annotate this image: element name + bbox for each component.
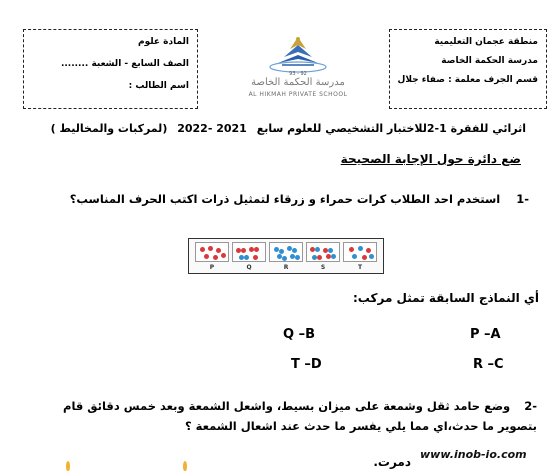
school-label: مدرسة الحكمة الخاصة: [441, 56, 538, 66]
model-t: [343, 242, 377, 262]
model-letter-s: S: [320, 264, 326, 271]
model-letter-q: Q: [246, 264, 252, 271]
atom-dot: [295, 255, 300, 260]
atom-dot: [200, 247, 205, 252]
option-c[interactable]: R –C: [473, 357, 504, 372]
option-d[interactable]: T –D: [291, 357, 322, 372]
atom-dot: [358, 246, 363, 251]
atom-dot: [204, 254, 209, 259]
model-q: [232, 242, 266, 262]
question-2-text-1: وضع حامد ثقل وشمعة على ميزان بسيط، واشعل الشمعة وبعد خمس دقائق قام: [63, 399, 511, 413]
model-r: [269, 242, 303, 262]
atom-dot: [221, 253, 226, 258]
atom-dot: [317, 255, 322, 260]
model-p: [195, 242, 229, 262]
exam-title-topic: (لمركبات والمخاليط ): [50, 122, 168, 135]
atom-dot: [254, 247, 259, 252]
student-info-box: [23, 29, 198, 109]
atom-dot: [331, 254, 336, 259]
atom-dot: [366, 248, 371, 253]
logo-arabic-name: مدرسة الحكمة الخاصة: [251, 77, 345, 88]
atom-dot: [216, 248, 221, 253]
atom-dot: [362, 255, 367, 260]
student-name-label: اسم الطالب :: [128, 81, 189, 91]
watermark: www.inob-io.com: [420, 448, 527, 461]
model-letter-t: T: [357, 264, 363, 271]
model-letter-r: R: [283, 264, 289, 271]
question-1-text: استخدم احد الطلاب كرات حمراء و زرقاء لتمثيل ذرات اكتب الحرف المناسب؟: [69, 192, 501, 206]
candle-flame-icon: [183, 461, 187, 471]
atom-dot: [282, 256, 287, 261]
question-1: [70, 192, 529, 206]
partial-answer-text: دمرت.: [373, 455, 411, 469]
logo-year: 93 - 92: [289, 71, 307, 77]
question-2-number: -2: [524, 399, 537, 413]
atom-dot: [292, 248, 297, 253]
atom-dot: [253, 255, 258, 260]
exam-title-main: اثرائي للفقرة 1-2للاختبار التشخيصي للعلوم سابع: [256, 122, 526, 135]
exam-title-years: 2021 -2022: [177, 122, 247, 135]
exam-title: [30, 122, 526, 135]
school-info-box: [389, 29, 547, 109]
atom-models-figure: [188, 238, 384, 274]
question-2: [19, 396, 537, 436]
model-letter-p: P: [209, 264, 215, 271]
instruction-heading: ضع دائرة حول الإجابة الصحيحة: [340, 152, 521, 166]
atom-dot: [213, 255, 218, 260]
question-2-line-2: بتصوير ما حدث،اي مما يلي يفسر ما حدث عند اشعال الشمعة ؟: [184, 419, 537, 433]
atom-dot: [349, 247, 354, 252]
logo-english-name: AL HIKMAH PRIVATE SCHOOL: [248, 91, 348, 98]
department-label: قسم الجرف معلمة : صفاء جلال: [397, 75, 538, 85]
subject-label: المادة علوم: [137, 37, 189, 47]
model-s: [306, 242, 340, 262]
logo-emblem-icon: [268, 33, 328, 73]
atom-dot: [352, 254, 357, 259]
atom-dot: [369, 254, 374, 259]
atom-dot: [241, 248, 246, 253]
atom-dot: [315, 247, 320, 252]
option-b[interactable]: Q –B: [283, 327, 315, 342]
zone-label: منطقة عجمان التعليمية: [434, 37, 538, 47]
atom-dot: [328, 248, 333, 253]
question-1-subquestion: أي النماذج السابقة تمثل مركب:: [353, 291, 539, 305]
option-a[interactable]: P –A: [470, 327, 501, 342]
grade-label: الصف السابع - الشعبة ........: [60, 59, 189, 69]
question-1-number: -1: [516, 192, 529, 206]
atom-dot: [208, 246, 213, 251]
school-logo: [228, 33, 368, 105]
candle-flame-icon: [66, 461, 70, 471]
atom-dot: [244, 255, 249, 260]
question-2-line-1: [19, 396, 537, 416]
